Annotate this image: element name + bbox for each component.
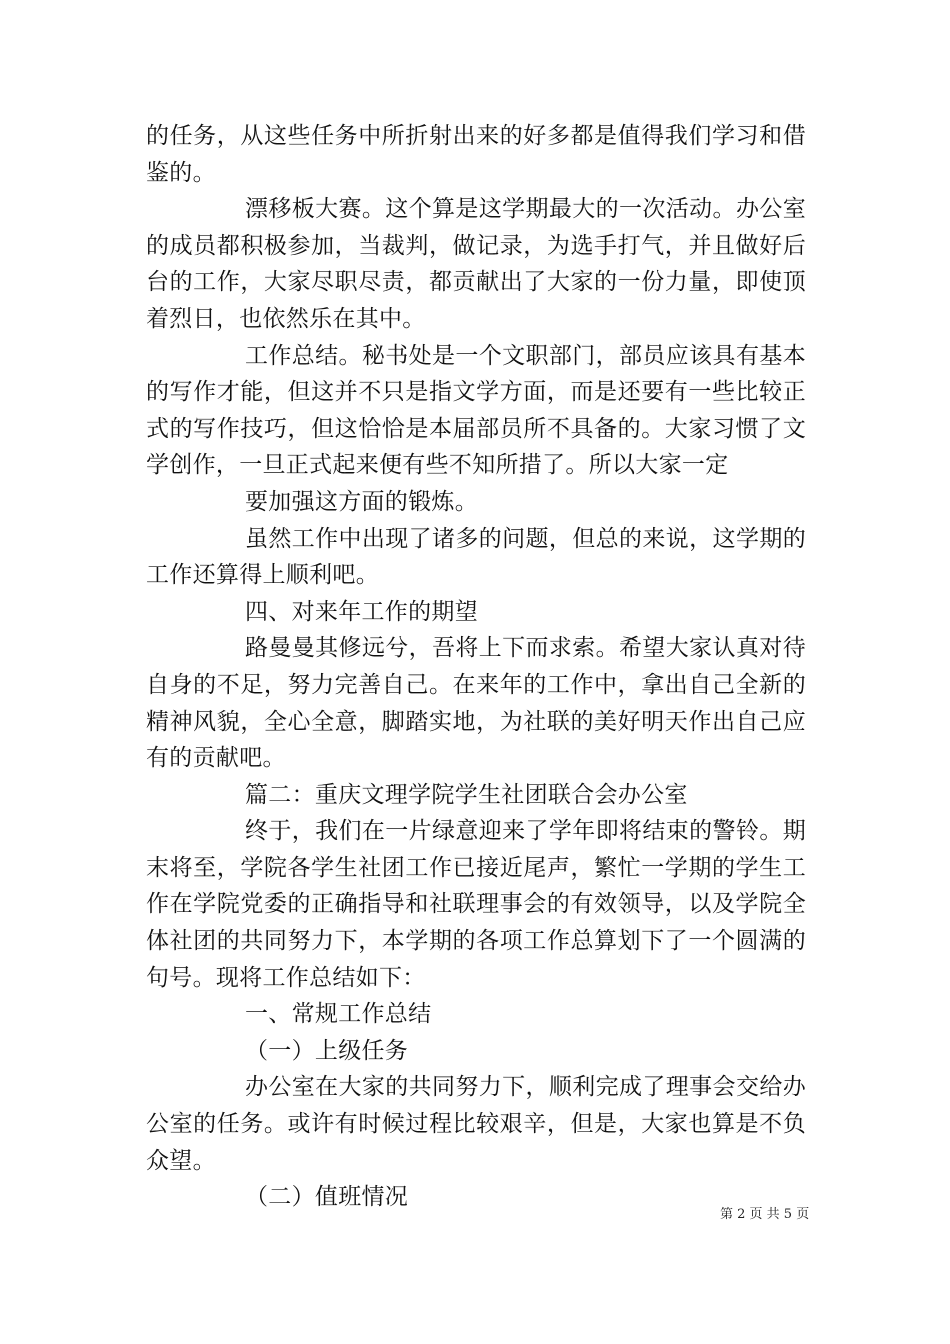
paragraph-strengthen-training: 要加强这方面的锻炼。	[245, 488, 478, 515]
section-heading-routine-work: 一、常规工作总结	[245, 1001, 432, 1028]
page-number-footer: 第 2 页 共 5 页	[720, 1207, 810, 1222]
document-body	[146, 118, 806, 1216]
subsection-heading-superior-tasks: （一）上级任务	[245, 1037, 409, 1064]
paragraph-overall-smooth: 虽然工作中出现了诸多的问题，但总的来说，这学期的工作还算得上顺利吧。	[146, 525, 806, 589]
paragraph-drift-board-contest: 漂移板大赛。这个算是这学期最大的一次活动。办公室的成员都积极参加，当裁判，做记录，为选手打气，并且做好后台的工作，大家尽职尽责，都贡献出了大家的一份力量，即使顶着烈日，也依然乐在其中。	[146, 196, 806, 332]
article-title-part-two: 篇二：重庆文理学院学生社团联合会办公室	[245, 781, 688, 808]
subsection-heading-duty-status: （二）值班情况	[245, 1184, 409, 1211]
paragraph-office-tasks: 办公室在大家的共同努力下，顺利完成了理事会交给办公室的任务。或许有时候过程比较艰辛，但是，大家也算是不负众望。	[146, 1074, 806, 1174]
section-heading-expectations: 四、对来年工作的期望	[245, 598, 478, 625]
paragraph-semester-intro: 终于，我们在一片绿意迎来了学年即将结束的警铃。期末将至，学院各学生社团工作已接近尾声，繁忙一学期的学生工作在学院党委的正确指导和社联理事会的有效领导，以及学院全体社团的共同努力下，本学期的各项工作总算划下了一个圆满的句号。现将工作总结如下：	[146, 818, 806, 991]
paragraph-work-summary: 工作总结。秘书处是一个文职部门，部员应该具有基本的写作才能，但这并不只是指文学方面，而是还要有一些比较正式的写作技巧，但这恰恰是本届部员所不具备的。大家习惯了文学创作，一旦正式起来便有些不知所措了。所以大家一定	[146, 342, 806, 479]
paragraph-continuation: 的任务，从这些任务中所折射出来的好多都是值得我们学习和借鉴的。	[146, 123, 806, 186]
paragraph-expectations: 路曼曼其修远兮，吾将上下而求索。希望大家认真对待自身的不足，努力完善自己。在来年的工作中，拿出自己全新的精神风貌，全心全意，脚踏实地，为社联的美好明天作出自己应有的贡献吧。	[146, 635, 806, 772]
